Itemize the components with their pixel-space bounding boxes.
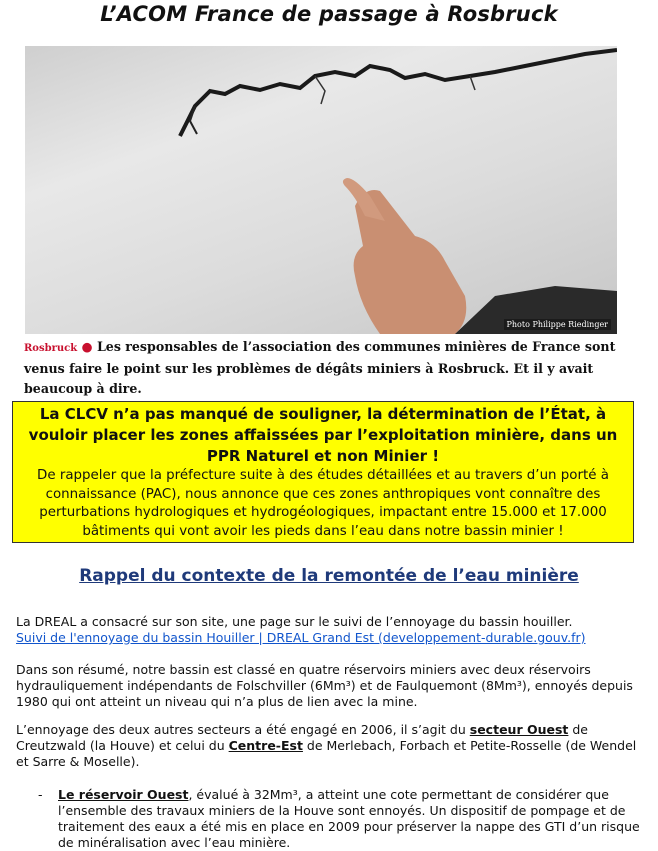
- list-item-text: [58, 787, 643, 851]
- highlight-lead: La CLCV n’a pas manqué de souligner, la détermination de l’État, à vouloir placer les zones affaissées par l’exploitation minière, dans un PPR Naturel et non Minier !: [28, 405, 618, 465]
- section-heading: Rappel du contexte de la remontée de l’eau minière: [79, 566, 579, 586]
- reservoir-ouest-text: , évalué à 32Mm³, a atteint une cote permettant de considérer que l’ensemble des travaux miniers de la Houve sont ennoyés. Un dispositif de pompage et de traitement des eaux a été mis en place en 2009 pour préserver la nappe des GTI d’un risque de minéralisation avec l’eau minière.: [58, 787, 640, 850]
- news-photo: [25, 46, 617, 334]
- pointing-hand: [343, 178, 617, 334]
- highlight-body: De rappeler que la préfecture suite à des études détaillées et au travers d’un porté à connaissance (PAC), nous annonce que ces zones anthropiques vont connaître des perturbations hydrologiques et hydrogéologiques, impactant entre 15.000 et 17.000 bâtiments qui vont avoir les pieds dans l’eau dans notre bassin minier !: [37, 468, 609, 539]
- reservoir-ouest-label: Le réservoir Ouest: [58, 787, 189, 802]
- p3-text-a: L’ennoyage des deux autres secteurs a été engagé en 2006, il s’agit du: [16, 722, 470, 737]
- highlight-box: [12, 401, 634, 543]
- p3-text-e: de Merlebach, Forbach et Petite-Rosselle (de Wendel et Sarre & Moselle).: [16, 738, 637, 769]
- paragraph-ennoyage: [16, 722, 642, 770]
- paragraph-dreal: [16, 614, 642, 646]
- caption-text: Les responsables de l’association des communes minières de France sont venus faire le point sur les problèmes de dégâts miniers à Rosbruck. Et il y avait beaucoup à dire.: [24, 339, 616, 396]
- crack-line: [180, 50, 617, 136]
- p3-text-c: de Creutzwald (la Houve) et celui du: [16, 722, 588, 753]
- caption-place: Rosbruck: [24, 343, 78, 354]
- photo-caption: [24, 337, 628, 399]
- list-dash: -: [38, 787, 43, 802]
- dreal-link[interactable]: Suivi de l'ennoyage du bassin Houiller | DREAL Grand Est (developpement-durable.gouv.fr): [16, 630, 586, 645]
- page-title: L’ACOM France de passage à Rosbruck: [100, 2, 558, 26]
- photo-credit: Photo Philippe Riedinger: [504, 319, 611, 330]
- wall-crack-illustration: [25, 46, 617, 334]
- paragraph-summary: Dans son résumé, notre bassin est classé en quatre réservoirs miniers avec deux réservoirs hydrauliquement indépendants de Folschviller (6Mm³) et de Faulquemont (8Mm³), ennoyés depuis 1980 qui ont atteint un niveau qui n’a plus de lien avec la mine.: [16, 662, 633, 709]
- centre-est-label: Centre-Est: [228, 738, 303, 753]
- paragraph-dreal-text: La DREAL a consacré sur son site, une page sur le suivi de l’ennoyage du bassin houiller.: [16, 614, 573, 629]
- secteur-ouest-label: secteur Ouest: [469, 722, 569, 737]
- caption-bullet: ●: [81, 339, 93, 354]
